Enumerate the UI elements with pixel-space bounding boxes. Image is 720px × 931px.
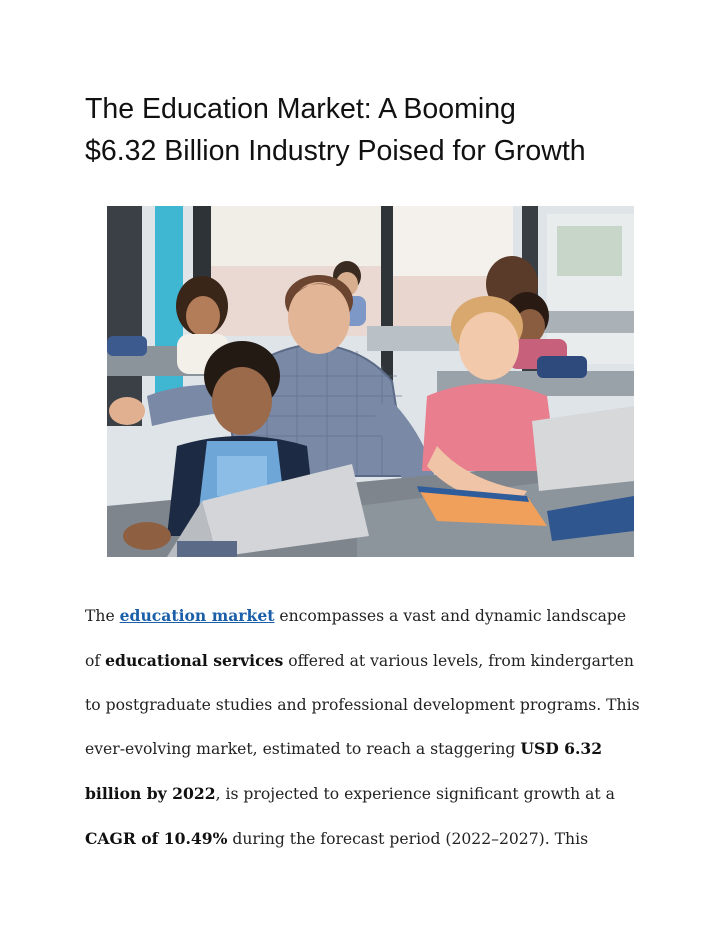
page-title [85, 88, 685, 172]
paragraph-line-4 [85, 727, 655, 772]
text-run: The [85, 607, 120, 625]
page-title-line-2: $6.32 Billion Industry Poised for Growth [85, 135, 586, 167]
bold-market-value: USD 6.32 [520, 739, 603, 759]
paragraph-line-5 [85, 772, 655, 817]
text-run: during the forecast period (2022–2027). This [227, 829, 589, 848]
paragraph-line-1 [85, 594, 655, 639]
text-run: of [85, 651, 106, 670]
paragraph-line-6 [85, 817, 655, 862]
hero-image [107, 206, 634, 557]
text-run: ever-evolving market, estimated to reach a staggering [85, 740, 521, 759]
text-run: , is projected to experience significant growth at a [215, 785, 615, 804]
page-title-line-1: The Education Market: A Booming [85, 93, 516, 125]
paragraph-line-2 [85, 639, 655, 684]
text-run: offered at various levels, from kindergarten [283, 651, 634, 670]
classroom-photo [107, 206, 634, 557]
paragraph-line-3: to postgraduate studies and professional development programs. This [85, 695, 640, 714]
bold-cagr: CAGR of 10.49% [85, 828, 228, 848]
bold-market-year: billion by 2022 [85, 784, 216, 804]
education-market-link[interactable]: education market [119, 606, 275, 625]
text-run: encompasses a vast and dynamic landscape [274, 607, 627, 625]
bold-term-educational-services: educational services [105, 650, 284, 670]
intro-paragraph [85, 594, 655, 862]
